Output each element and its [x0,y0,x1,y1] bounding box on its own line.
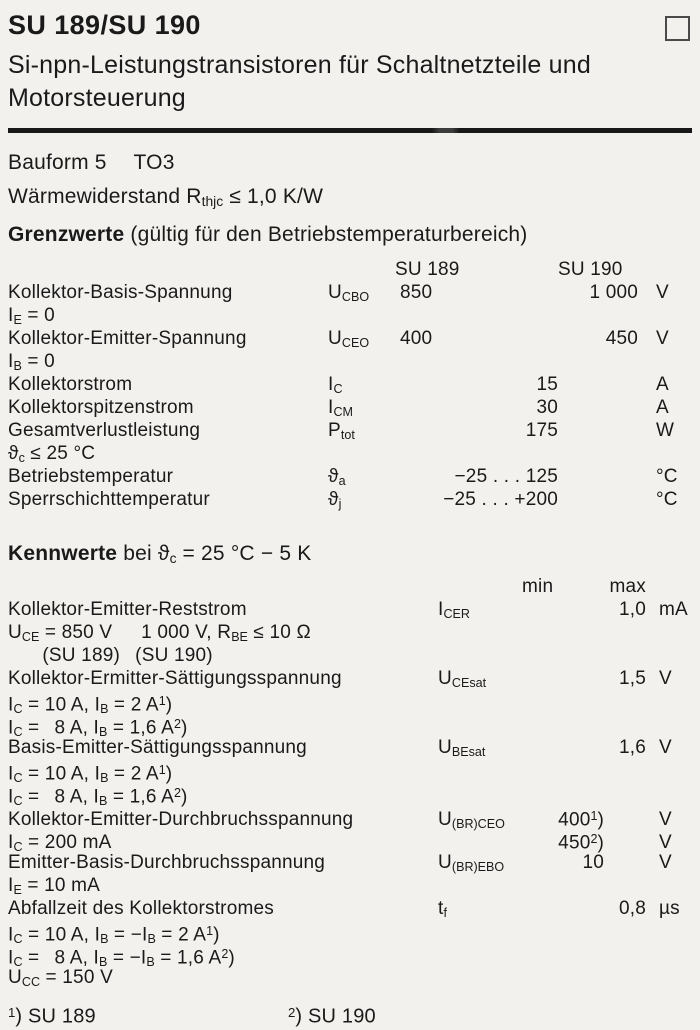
row-symbol: $U_{CEO}$ [328,328,370,350]
value-max: 1,5 [618,668,646,690]
value-su189: 850 [400,282,433,304]
table-row [8,621,692,644]
table-row [8,828,692,855]
row-label: $I_C = 10$ A, $I_B = -I_B = 2$ $A^1$) [8,924,220,947]
row-label: Gesamtverlustleistung [8,420,201,442]
bauform-line: Bauform 5 TO3 [8,151,175,174]
row-symbol: $U_{(BR)CEO}$ [438,809,505,832]
table-row [8,667,692,690]
row-symbol: $t_f$ [438,898,447,920]
footnote-2: $^2$) SU 190 [288,1005,376,1028]
row-label: Kollektor-Emitter-Spannung [8,328,247,350]
table-row [8,851,692,874]
divider-rule [8,128,692,133]
table-row [8,782,692,809]
row-label: Kollektor-Basis-Spannung [8,282,233,304]
row-unit: V [656,282,669,304]
table-header-row [8,575,692,598]
row-label: $U_{CC} = 150$ V [8,967,113,989]
thermal-resistance-line: Wärmewiderstand $R_{thjc} \le 1,0$ K/W [8,185,324,210]
value-max: 1,0 [618,599,646,621]
value-shared: −25 . . . +200 [443,489,558,511]
table-header-row [8,258,692,281]
row-symbol: $P_{tot}$ [328,420,355,442]
row-unit: V [659,737,672,759]
row-label: $I_C = 10$ A, $I_B = 2$ $A^1$) [8,694,173,717]
limits-table [8,258,692,511]
header-value-su189: SU 189 [395,259,460,281]
row-label: Kollektorspitzenstrom [8,397,194,419]
row-label: Emitter-Basis-Durchbruchsspannung [8,852,326,874]
characteristics-heading-bold: Kennwerte [8,542,118,566]
row-unit: mA [659,599,688,621]
row-label: Kollektor-Ermitter-Sättigungsspannung [8,668,342,690]
table-row [8,966,692,989]
page-title: SU 189/SU 190 [8,10,201,40]
row-label: (SU 189) (SU 190) [8,645,213,667]
row-label: $I_C = 200$ mA [8,832,112,855]
row-label: Sperrschichttemperatur [8,489,210,511]
row-symbol: $ϑ_j$ [328,489,342,511]
row-label: Kollektor-Emitter-Reststrom [8,599,247,621]
row-label: $I_C$ = 8 A, $I_B = 1,6$ $A^2$) [8,786,188,809]
limits-heading-bold: Grenzwerte [8,223,125,247]
table-row [8,419,692,442]
table-row [8,690,692,717]
table-row [8,396,692,419]
row-label: $U_{CE} = 850$ V 1 000 V, $R_{BE} \le 10$ Ω [8,622,311,644]
title-row [8,10,692,41]
row-symbol: $U_{CEsat}$ [438,668,487,690]
value-max: 1,6 [618,737,646,759]
limits-heading-rest: (gültig für den Betriebstemperaturbereich) [124,223,528,247]
row-unit: V [656,328,669,350]
row-label: $ϑ_c \le 25$ °C [8,443,96,465]
row-label: Basis-Emitter-Sättigungsspannung [8,737,307,759]
table-row [8,644,692,667]
row-unit: A [656,374,669,396]
footnotes [8,1001,692,1029]
table-row [8,713,692,740]
table-row [8,598,692,621]
header-value-min: min [522,576,554,598]
limits-heading [8,222,692,248]
row-unit: V [659,668,672,690]
table-row [8,805,692,832]
subtitle-line-2: Motorsteuerung [8,84,186,112]
row-label: Abfallzeit des Kollektorstromes [8,898,274,920]
value-min: $450^2$) [558,832,604,854]
table-row [8,920,692,947]
value-max: 0,8 [618,898,646,920]
value-min: $400^1$) [558,809,604,831]
table-row [8,897,692,920]
row-symbol: $I_C$ [328,374,343,396]
row-label: Betriebstemperatur [8,466,174,488]
row-label: $I_E = 0$ [8,305,55,327]
row-unit: °C [656,466,678,488]
table-row [8,874,692,897]
characteristics-table [8,575,692,989]
row-unit: V [659,809,672,831]
table-row [8,465,692,488]
characteristics-heading-rest: bei $ϑ_c = 25$ °C − 5 K [117,542,312,567]
table-row [8,736,692,759]
value-shared: −25 . . . 125 [454,466,558,488]
row-unit: V [659,832,672,854]
table-row [8,327,692,350]
row-label: $I_B = 0$ [8,351,55,373]
row-unit: W [656,420,675,442]
table-row [8,759,692,786]
row-symbol: $U_{BEsat}$ [438,737,486,759]
page-subtitle [8,49,692,115]
characteristics-heading [8,541,692,571]
row-unit: V [659,852,672,874]
row-unit: A [656,397,669,419]
row-label: Kollektorstrom [8,374,133,396]
value-shared: 30 [536,397,558,419]
table-row [8,943,692,970]
row-label: Kollektor-Emitter-Durchbruchsspannung [8,809,354,831]
value-shared: 175 [525,420,558,442]
row-label: $I_C = 10$ A, $I_B = 2$ $A^1$) [8,763,173,786]
corner-checkbox-square [665,16,690,41]
value-su189: 400 [400,328,433,350]
header-value-max: max [609,576,646,598]
value-min: 10 [582,852,604,874]
row-symbol: $U_{(BR)EBO}$ [438,852,505,874]
row-symbol: $I_{CM}$ [328,397,353,419]
table-row [8,281,692,304]
value-su190: 1 000 [589,282,638,304]
value-su190: 450 [605,328,638,350]
row-symbol: $I_{CER}$ [438,599,470,621]
row-unit: °C [656,489,678,511]
footnote-1: $^1$) SU 189 [8,1005,96,1028]
row-symbol: $U_{CBO}$ [328,282,370,304]
table-row [8,488,692,511]
row-label: $I_C$ = 8 A, $I_B = 1,6$ $A^2$) [8,717,188,740]
subtitle-line-1: Si-npn-Leistungstransistoren für Schaltnetzteile und [8,51,591,79]
row-label: $I_E = 10$ mA [8,875,101,897]
header-value-su190: SU 190 [558,259,623,281]
row-symbol: $ϑ_a$ [328,466,346,488]
table-row [8,373,692,396]
row-unit: µs [659,898,680,920]
value-shared: 15 [536,374,558,396]
row-label: $I_C$ = 8 A, $I_B = -I_B = 1,6$ $A^2$) [8,947,235,970]
